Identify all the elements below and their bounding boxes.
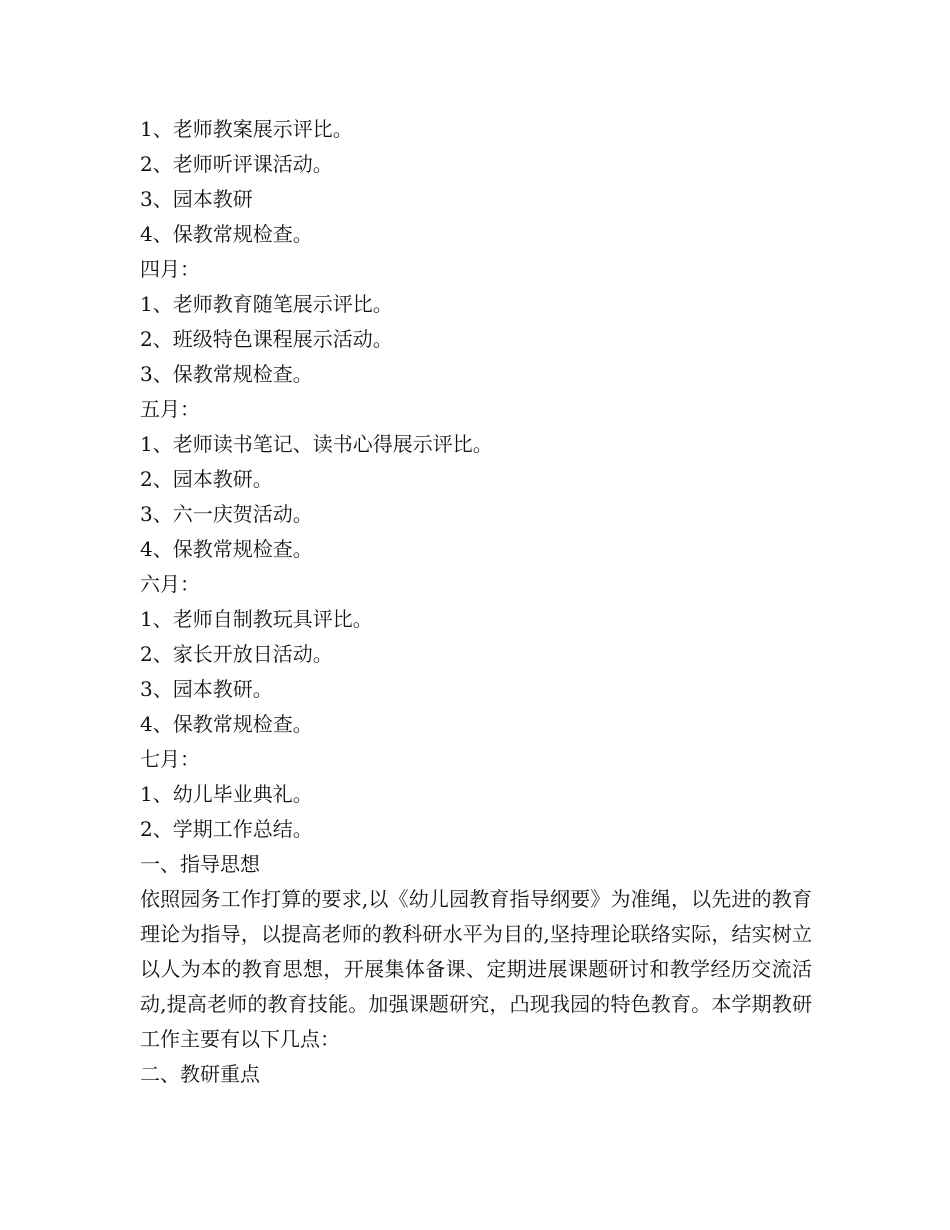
body-paragraph: 依照园务工作打算的要求,以《幼儿园教育指导纲要》为准绳，以先进的教育理论为指导，以提高老师的教科研水平为目的,坚持理论联络实际，结实树立以人为本的教育思想，开展集体备课、定期进展课题研讨和教学经历交流活动,提高老师的教育技能。加强课题研究，凸现我园的特色教育。本学期教研工作主要有以下几点：	[140, 887, 812, 1051]
text-line: 1、老师教育随笔展示评比。	[140, 292, 393, 316]
section-heading: 一、指导思想	[140, 852, 260, 876]
text-line: 4、保教常规检查。	[140, 712, 313, 736]
section-heading: 二、教研重点	[140, 1062, 260, 1086]
text-line: 2、老师听评课活动。	[140, 152, 333, 176]
month-heading: 七月：	[140, 747, 200, 771]
month-heading: 四月：	[140, 257, 200, 281]
text-line: 2、学期工作总结。	[140, 817, 313, 841]
text-line: 3、园本教研。	[140, 677, 273, 701]
document-page	[140, 112, 812, 1092]
text-line: 3、保教常规检查。	[140, 362, 313, 386]
month-heading: 五月：	[140, 397, 200, 421]
text-line: 1、老师教案展示评比。	[140, 117, 353, 141]
text-line: 2、班级特色课程展示活动。	[140, 327, 393, 351]
text-line: 1、老师自制教玩具评比。	[140, 607, 373, 631]
text-line: 1、老师读书笔记、读书心得展示评比。	[140, 432, 493, 456]
text-line: 2、园本教研。	[140, 467, 273, 491]
text-line: 2、家长开放日活动。	[140, 642, 333, 666]
month-heading: 六月：	[140, 572, 200, 596]
text-line: 4、保教常规检查。	[140, 222, 313, 246]
text-line: 3、园本教研	[140, 187, 253, 211]
text-line: 1、幼儿毕业典礼。	[140, 782, 313, 806]
text-line: 3、六一庆贺活动。	[140, 502, 313, 526]
text-line: 4、保教常规检查。	[140, 537, 313, 561]
